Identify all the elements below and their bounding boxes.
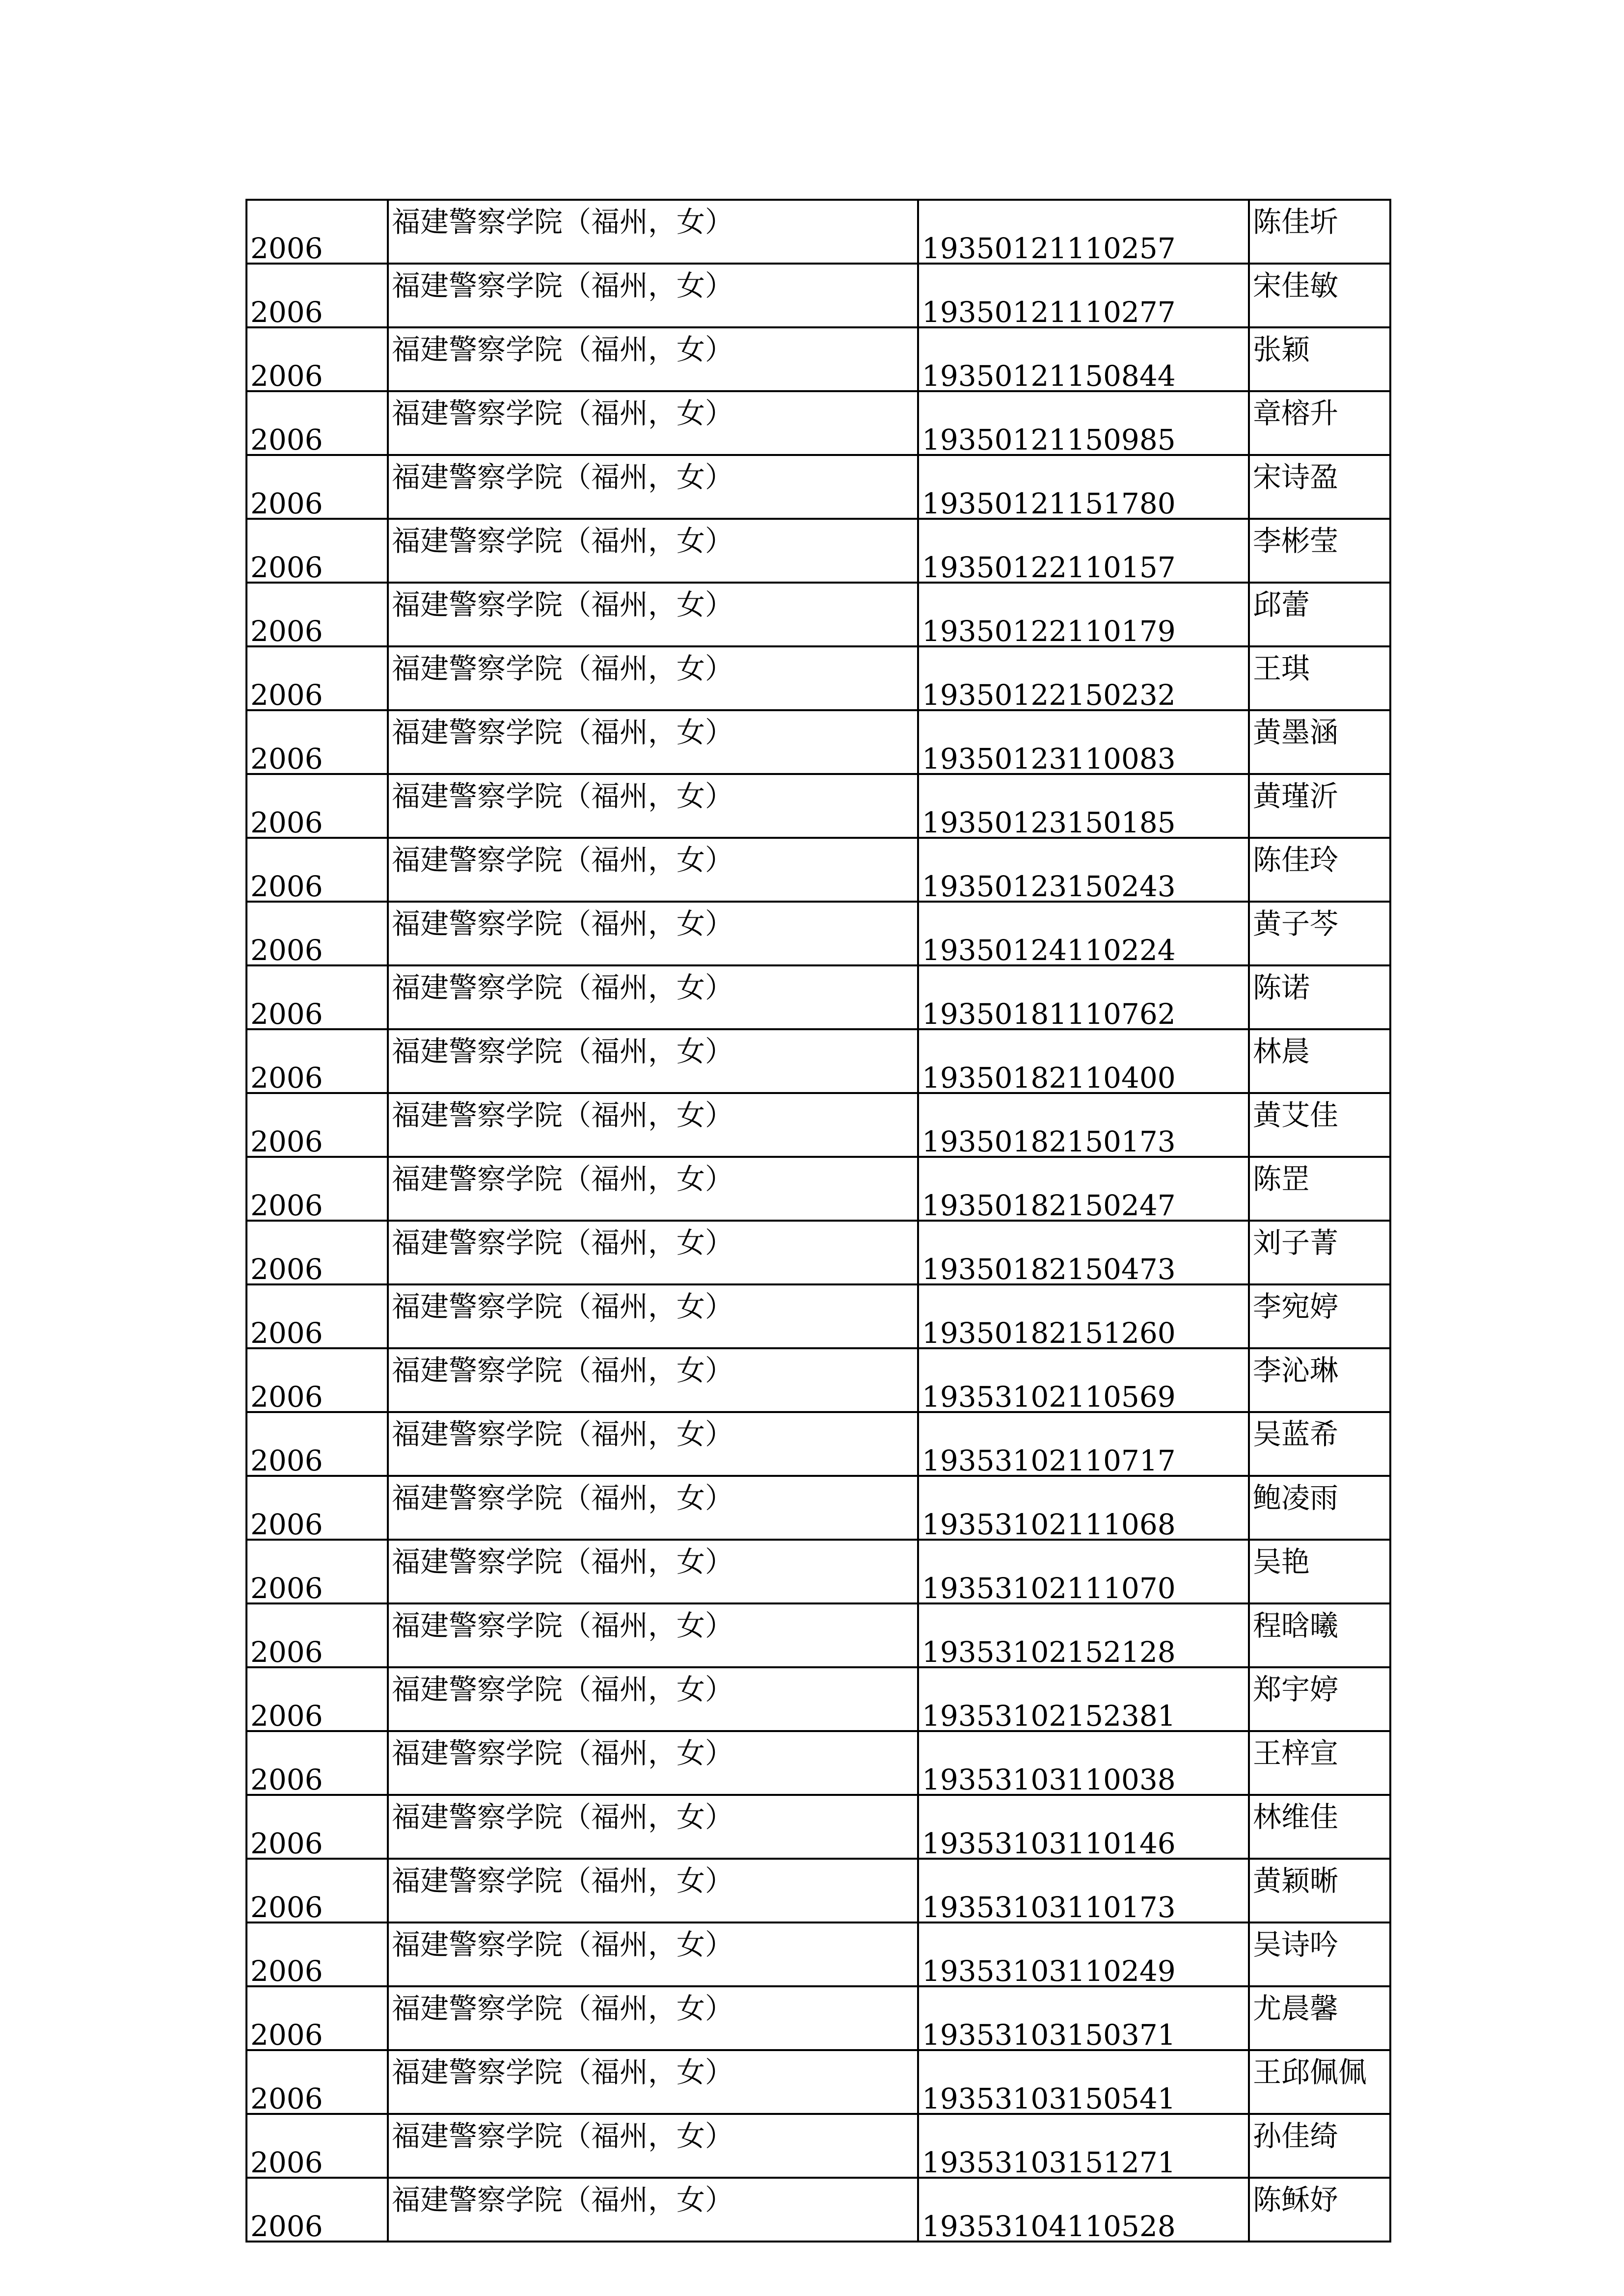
table-row <box>246 1986 1390 2050</box>
student-name-cell: 王琪 <box>1249 646 1390 710</box>
table-row <box>246 2114 1390 2178</box>
table-row <box>246 1731 1390 1795</box>
student-name-cell: 黄子芩 <box>1249 902 1390 965</box>
student-name-cell: 王梓宣 <box>1249 1731 1390 1795</box>
exam-number-cell: 19350182150173 <box>918 1093 1249 1157</box>
table-row <box>246 200 1390 264</box>
exam-number-cell: 19353104110528 <box>918 2178 1249 2242</box>
student-name-cell: 鲍凌雨 <box>1249 1476 1390 1540</box>
student-name-cell: 黄颖晰 <box>1249 1859 1390 1922</box>
table-row <box>246 1157 1390 1221</box>
table-row <box>246 583 1390 646</box>
student-name-cell: 陈罡 <box>1249 1157 1390 1221</box>
exam-number-cell: 19350123150243 <box>918 838 1249 902</box>
exam-number-cell: 19350182110400 <box>918 1029 1249 1093</box>
table-row <box>246 1348 1390 1412</box>
table-row <box>246 455 1390 519</box>
table-row <box>246 327 1390 391</box>
student-name-cell: 林晨 <box>1249 1029 1390 1093</box>
major-code-cell: 2006 <box>246 1731 388 1795</box>
exam-number-cell: 19350181110762 <box>918 965 1249 1029</box>
school-name-cell: 福建警察学院（福州，女） <box>388 2050 918 2114</box>
major-code-cell: 2006 <box>246 519 388 583</box>
major-code-cell: 2006 <box>246 1540 388 1603</box>
exam-number-cell: 19353102152128 <box>918 1603 1249 1667</box>
major-code-cell: 2006 <box>246 1667 388 1731</box>
exam-number-cell: 19353102110569 <box>918 1348 1249 1412</box>
student-name-cell: 尤晨馨 <box>1249 1986 1390 2050</box>
school-name-cell: 福建警察学院（福州，女） <box>388 391 918 455</box>
exam-number-cell: 19350121110277 <box>918 264 1249 327</box>
exam-number-cell: 19350182150247 <box>918 1157 1249 1221</box>
exam-number-cell: 19353103110146 <box>918 1795 1249 1859</box>
school-name-cell: 福建警察学院（福州，女） <box>388 1922 918 1986</box>
exam-number-cell: 19353103150541 <box>918 2050 1249 2114</box>
student-name-cell: 陈稣妤 <box>1249 2178 1390 2242</box>
table-row <box>246 264 1390 327</box>
school-name-cell: 福建警察学院（福州，女） <box>388 1221 918 1284</box>
table-row <box>246 1922 1390 1986</box>
exam-number-cell: 19353103110038 <box>918 1731 1249 1795</box>
major-code-cell: 2006 <box>246 455 388 519</box>
table-row <box>246 646 1390 710</box>
school-name-cell: 福建警察学院（福州，女） <box>388 327 918 391</box>
exam-number-cell: 19350121110257 <box>918 200 1249 264</box>
school-name-cell: 福建警察学院（福州，女） <box>388 1859 918 1922</box>
school-name-cell: 福建警察学院（福州，女） <box>388 838 918 902</box>
student-name-cell: 郑宇婷 <box>1249 1667 1390 1731</box>
major-code-cell: 2006 <box>246 1093 388 1157</box>
school-name-cell: 福建警察学院（福州，女） <box>388 902 918 965</box>
student-name-cell: 陈佳玲 <box>1249 838 1390 902</box>
school-name-cell: 福建警察学院（福州，女） <box>388 646 918 710</box>
table-row <box>246 1412 1390 1476</box>
student-name-cell: 吴诗吟 <box>1249 1922 1390 1986</box>
table-row <box>246 391 1390 455</box>
major-code-cell: 2006 <box>246 1795 388 1859</box>
school-name-cell: 福建警察学院（福州，女） <box>388 583 918 646</box>
school-name-cell: 福建警察学院（福州，女） <box>388 1603 918 1667</box>
school-name-cell: 福建警察学院（福州，女） <box>388 1029 918 1093</box>
table-row <box>246 1795 1390 1859</box>
exam-number-cell: 19353102111070 <box>918 1540 1249 1603</box>
major-code-cell: 2006 <box>246 2178 388 2242</box>
major-code-cell: 2006 <box>246 710 388 774</box>
school-name-cell: 福建警察学院（福州，女） <box>388 519 918 583</box>
exam-number-cell: 19350182150473 <box>918 1221 1249 1284</box>
table-row <box>246 1221 1390 1284</box>
student-name-cell: 程晗曦 <box>1249 1603 1390 1667</box>
exam-number-cell: 19353103110173 <box>918 1859 1249 1922</box>
school-name-cell: 福建警察学院（福州，女） <box>388 1157 918 1221</box>
major-code-cell: 2006 <box>246 1348 388 1412</box>
major-code-cell: 2006 <box>246 1412 388 1476</box>
table-row <box>246 2178 1390 2242</box>
table-row <box>246 774 1390 838</box>
major-code-cell: 2006 <box>246 2050 388 2114</box>
student-name-cell: 陈诺 <box>1249 965 1390 1029</box>
major-code-cell: 2006 <box>246 646 388 710</box>
table-row <box>246 965 1390 1029</box>
major-code-cell: 2006 <box>246 1476 388 1540</box>
student-name-cell: 孙佳绮 <box>1249 2114 1390 2178</box>
school-name-cell: 福建警察学院（福州，女） <box>388 200 918 264</box>
exam-number-cell: 19353103110249 <box>918 1922 1249 1986</box>
table-row <box>246 1476 1390 1540</box>
exam-number-cell: 19350121151780 <box>918 455 1249 519</box>
exam-number-cell: 19350123110083 <box>918 710 1249 774</box>
school-name-cell: 福建警察学院（福州，女） <box>388 1412 918 1476</box>
student-name-cell: 宋佳敏 <box>1249 264 1390 327</box>
table-row <box>246 902 1390 965</box>
student-name-cell: 邱蕾 <box>1249 583 1390 646</box>
exam-number-cell: 19353103150371 <box>918 1986 1249 2050</box>
school-name-cell: 福建警察学院（福州，女） <box>388 1284 918 1348</box>
school-name-cell: 福建警察学院（福州，女） <box>388 2178 918 2242</box>
school-name-cell: 福建警察学院（福州，女） <box>388 1540 918 1603</box>
school-name-cell: 福建警察学院（福州，女） <box>388 1986 918 2050</box>
table-row <box>246 1540 1390 1603</box>
student-name-cell: 王邱佩佩 <box>1249 2050 1390 2114</box>
student-name-cell: 张颖 <box>1249 327 1390 391</box>
exam-number-cell: 19350121150985 <box>918 391 1249 455</box>
exam-number-cell: 19350121150844 <box>918 327 1249 391</box>
student-name-cell: 林维佳 <box>1249 1795 1390 1859</box>
school-name-cell: 福建警察学院（福州，女） <box>388 710 918 774</box>
student-name-cell: 陈佳圻 <box>1249 200 1390 264</box>
major-code-cell: 2006 <box>246 902 388 965</box>
exam-number-cell: 19350122150232 <box>918 646 1249 710</box>
major-code-cell: 2006 <box>246 1284 388 1348</box>
student-name-cell: 李宛婷 <box>1249 1284 1390 1348</box>
exam-number-cell: 19350124110224 <box>918 902 1249 965</box>
student-name-cell: 李沁琳 <box>1249 1348 1390 1412</box>
school-name-cell: 福建警察学院（福州，女） <box>388 2114 918 2178</box>
student-name-cell: 黄瑾沂 <box>1249 774 1390 838</box>
table-row <box>246 1603 1390 1667</box>
exam-number-cell: 19350122110179 <box>918 583 1249 646</box>
student-name-cell: 黄艾佳 <box>1249 1093 1390 1157</box>
exam-number-cell: 19353102111068 <box>918 1476 1249 1540</box>
school-name-cell: 福建警察学院（福州，女） <box>388 455 918 519</box>
major-code-cell: 2006 <box>246 1221 388 1284</box>
exam-number-cell: 19350122110157 <box>918 519 1249 583</box>
major-code-cell: 2006 <box>246 965 388 1029</box>
school-name-cell: 福建警察学院（福州，女） <box>388 264 918 327</box>
student-name-cell: 吴蓝希 <box>1249 1412 1390 1476</box>
major-code-cell: 2006 <box>246 1859 388 1922</box>
exam-number-cell: 19353102152381 <box>918 1667 1249 1731</box>
school-name-cell: 福建警察学院（福州，女） <box>388 1667 918 1731</box>
major-code-cell: 2006 <box>246 774 388 838</box>
major-code-cell: 2006 <box>246 391 388 455</box>
school-name-cell: 福建警察学院（福州，女） <box>388 774 918 838</box>
major-code-cell: 2006 <box>246 1157 388 1221</box>
major-code-cell: 2006 <box>246 1986 388 2050</box>
major-code-cell: 2006 <box>246 838 388 902</box>
major-code-cell: 2006 <box>246 264 388 327</box>
school-name-cell: 福建警察学院（福州，女） <box>388 1731 918 1795</box>
table-row <box>246 519 1390 583</box>
table-row <box>246 1284 1390 1348</box>
student-name-cell: 黄墨涵 <box>1249 710 1390 774</box>
admission-list-body <box>246 200 1390 2242</box>
major-code-cell: 2006 <box>246 200 388 264</box>
school-name-cell: 福建警察学院（福州，女） <box>388 1476 918 1540</box>
table-row <box>246 1667 1390 1731</box>
table-row <box>246 1859 1390 1922</box>
major-code-cell: 2006 <box>246 1029 388 1093</box>
table-row <box>246 1029 1390 1093</box>
major-code-cell: 2006 <box>246 1603 388 1667</box>
student-name-cell: 宋诗盈 <box>1249 455 1390 519</box>
school-name-cell: 福建警察学院（福州，女） <box>388 1348 918 1412</box>
student-name-cell: 李彬莹 <box>1249 519 1390 583</box>
table-row <box>246 2050 1390 2114</box>
school-name-cell: 福建警察学院（福州，女） <box>388 965 918 1029</box>
student-name-cell: 刘子菁 <box>1249 1221 1390 1284</box>
student-name-cell: 吴艳 <box>1249 1540 1390 1603</box>
admission-list-table <box>245 199 1391 2243</box>
exam-number-cell: 19353102110717 <box>918 1412 1249 1476</box>
major-code-cell: 2006 <box>246 2114 388 2178</box>
exam-number-cell: 19353103151271 <box>918 2114 1249 2178</box>
major-code-cell: 2006 <box>246 1922 388 1986</box>
major-code-cell: 2006 <box>246 327 388 391</box>
exam-number-cell: 19350123150185 <box>918 774 1249 838</box>
table-row <box>246 838 1390 902</box>
table-row <box>246 710 1390 774</box>
school-name-cell: 福建警察学院（福州，女） <box>388 1795 918 1859</box>
table-row <box>246 1093 1390 1157</box>
school-name-cell: 福建警察学院（福州，女） <box>388 1093 918 1157</box>
student-name-cell: 章榕升 <box>1249 391 1390 455</box>
major-code-cell: 2006 <box>246 583 388 646</box>
exam-number-cell: 19350182151260 <box>918 1284 1249 1348</box>
